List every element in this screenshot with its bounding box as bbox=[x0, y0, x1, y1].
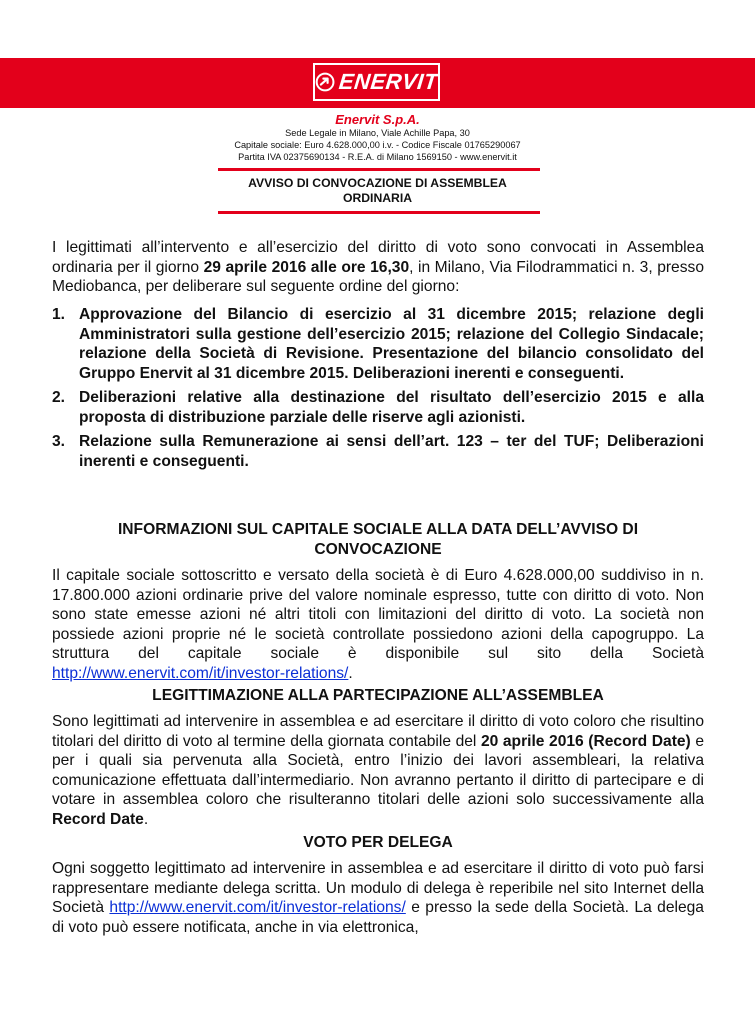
divider-top bbox=[218, 168, 540, 171]
legitimation-paragraph: Sono legittimati ad intervenire in assemblea e ad esercitare il diritto di voto coloro che risultino titolari del diritto di voto al termine della giornata contabile del 20 aprile 2016 (Record Date) e per i quali sia pervenuta alla Società, entro l’inizio dei lavori assembleari, la relativa comunicazione effettuata dall’intermediario. Non avranno pertanto il diritto di partecipare e di votare in assemblea coloro che risulteranno titolari delle azioni solo successivamente alla Record Date. bbox=[52, 713, 704, 828]
divider-bottom bbox=[218, 211, 540, 214]
company-name: Enervit S.p.A. bbox=[335, 112, 420, 127]
meeting-date: 29 aprile 2016 alle ore 16,30 bbox=[203, 258, 410, 276]
intro-paragraph: I legittimati all’intervento e all’esercizio del diritto di voto sono convocati in Assemblea ordinaria per il giorno 29 aprile 2016 alle ore 16,30, in Milano, Via Filodrammatici n. 3, presso Mediobanca, per deliberare sul seguente ordine del giorno: bbox=[52, 239, 704, 295]
agenda-list bbox=[52, 305, 704, 476]
record-date: 20 aprile 2016 (Record Date) bbox=[480, 732, 691, 750]
notice-title-line2: ORDINARIA bbox=[342, 191, 413, 205]
enervit-logo bbox=[313, 63, 440, 101]
proxy-paragraph: Ogni soggetto legittimato ad intervenire in assemblea e ad esercitare il diritto di voto può farsi rappresentare mediante delega scritta. Un modulo di delega è reperibile nel sito Internet della Società http://www.enervit.com/it/investor-relations/ e presso la sede della Società. La delega di voto può essere notificata, anche in via elettronica, bbox=[52, 860, 704, 936]
notice-title-line1: AVVISO DI CONVOCAZIONE DI ASSEMBLEA bbox=[248, 176, 507, 190]
agenda-item: 2. Deliberazioni relative alla destinazione del risultato dell’esercizio 2015 e alla proposta di distribuzione parziale delle riserve agli azionisti. bbox=[52, 389, 704, 426]
company-vat: Partita IVA 02375690134 - R.E.A. di Milano 1569150 - www.enervit.it bbox=[238, 152, 517, 162]
agenda-item: 3. Relazione sulla Remunerazione ai sensi dell’art. 123 – ter del TUF; Deliberazioni inerenti e conseguenti. bbox=[52, 433, 704, 470]
legitimation-section-title: LEGITTIMAZIONE ALLA PARTECIPAZIONE ALL’ASSEMBLEA bbox=[152, 687, 604, 704]
company-capital: Capitale sociale: Euro 4.628.000,00 i.v. - Codice Fiscale 01765290067 bbox=[234, 140, 521, 150]
investor-relations-link[interactable]: http://www.enervit.com/it/investor-relations/ bbox=[52, 664, 349, 682]
proxy-section-title: VOTO PER DELEGA bbox=[303, 834, 453, 851]
capital-paragraph: Il capitale sociale sottoscritto e versato della società è di Euro 4.628.000,00 suddiviso in n. 17.800.000 azioni ordinarie prive del valore nominale espresso, tutte con diritto di voto. Non sono state emesse azioni né altri titoli con limitazioni del diritto di voto. La società non possiede azioni proprie né le società controllate possiedono azioni della capogruppo. La struttura del capitale sociale è disponibile sul sito della Società http://www.enervit.com/it/investor-relations/. bbox=[52, 567, 704, 682]
logo-arrow-icon bbox=[315, 70, 335, 94]
logo-text: ENERVIT bbox=[337, 69, 440, 94]
capital-section-title: INFORMAZIONI SUL CAPITALE SOCIALE ALLA DATA DELL’AVVISO DI CONVOCAZIONE bbox=[117, 521, 639, 558]
agenda-item: 1. Approvazione del Bilancio di esercizio al 31 dicembre 2015; relazione degli Amministratori sulla gestione dell’esercizio 2015; relazione del Collegio Sindacale; relazione della Società di Revisione. Presentazione del bilancio consolidato del Gruppo Enervit al 31 dicembre 2015. Deliberazioni inerenti e conseguenti. bbox=[52, 306, 704, 382]
company-address: Sede Legale in Milano, Viale Achille Papa, 30 bbox=[285, 128, 470, 138]
investor-relations-link[interactable]: http://www.enervit.com/it/investor-relations/ bbox=[109, 899, 406, 916]
